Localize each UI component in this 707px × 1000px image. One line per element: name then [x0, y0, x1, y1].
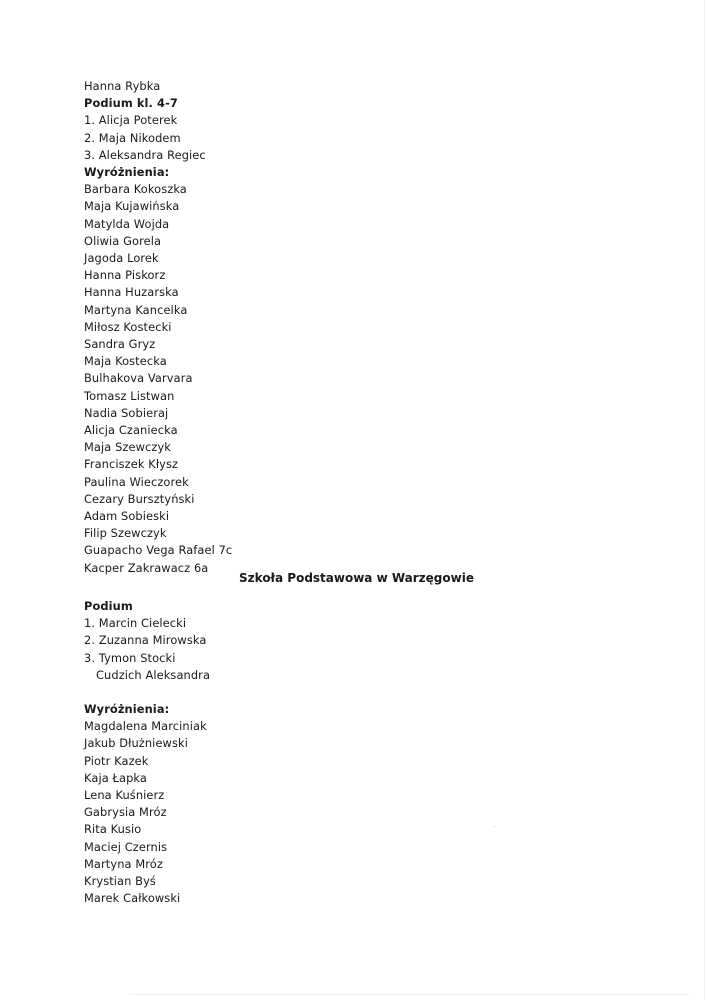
school-distinction-item: Piotr Kazek [84, 753, 149, 768]
podium-place-1: 1. Alicja Poterek [84, 113, 178, 128]
school-podium-section [84, 598, 644, 684]
distinction-item: Martyna Kancelka [84, 302, 188, 317]
school-distinctions-heading: Wyróżnienia: [84, 702, 170, 716]
school-distinction-item: Kaja Łapka [84, 770, 148, 785]
school-distinction-item: Magdalena Marciniak [84, 719, 207, 734]
distinction-item: Filip Szewczyk [84, 526, 167, 541]
school-distinctions-section [84, 701, 644, 907]
podium-heading: Podium kl. 4-7 [84, 96, 178, 111]
distinction-item: Jagoda Lorek [84, 251, 159, 266]
distinction-item: Maja Kostecka [84, 354, 167, 369]
section-grades-4-7 [84, 78, 644, 577]
school-distinction-item: Lena Kuśnierz [84, 788, 165, 803]
school-heading: Szkoła Podstawowa w Warzęgowie [239, 571, 474, 585]
distinction-item: Barbara Kokoszka [84, 182, 187, 197]
distinction-item: Miłosz Kostecki [84, 319, 172, 334]
distinction-item: Franciszek Kłysz [84, 457, 179, 472]
distinction-item: Maja Szewczyk [84, 440, 171, 455]
distinction-item: Alicja Czaniecka [84, 423, 178, 438]
school-podium-place-1: 1. Marcin Cielecki [84, 616, 187, 631]
scan-right-edge [704, 0, 705, 1000]
school-distinction-item: Rita Kusio [84, 822, 142, 837]
distinction-item: Kacper Zakrawacz 6a [84, 560, 209, 575]
distinction-item: Hanna Piskorz [84, 268, 166, 283]
distinction-item: Cezary Bursztyński [84, 491, 195, 506]
distinction-item: Tomasz Listwan [84, 388, 175, 403]
distinction-item: Adam Sobieski [84, 509, 170, 524]
distinction-item: Hanna Huzarska [84, 285, 179, 300]
podium-place-3: 3. Aleksandra Regiec [84, 147, 206, 162]
top-name: Hanna Rybka [84, 79, 161, 93]
school-distinction-item: Gabrysia Mróz [84, 805, 167, 820]
distinction-item: Sandra Gryz [84, 337, 156, 352]
school-podium-extra: Cudzich Aleksandra [96, 667, 211, 682]
podium-place-2: 2. Maja Nikodem [84, 130, 181, 145]
school-podium-place-3: 3. Tymon Stocki [84, 650, 176, 665]
distinctions-heading: Wyróżnienia: [84, 165, 170, 180]
school-distinction-item: Maciej Czernis [84, 839, 168, 854]
school-distinction-item: Martyna Mróz [84, 856, 163, 871]
school-podium-place-2: 2. Zuzanna Mirowska [84, 633, 207, 648]
school-podium-heading: Podium [84, 599, 133, 613]
scan-bottom-edge [130, 994, 690, 995]
school-distinction-item: Marek Całkowski [84, 891, 181, 906]
school-distinction-item: Krystian Byś [84, 874, 156, 889]
distinction-item: Nadia Sobieraj [84, 405, 169, 420]
distinction-item: Matylda Wojda [84, 216, 170, 231]
distinction-item: Paulina Wieczorek [84, 474, 189, 489]
distinction-item: Bulhakova Varvara [84, 371, 193, 386]
distinction-item: Maja Kujawińska [84, 199, 180, 214]
school-distinction-item: Jakub Dłużniewski [84, 736, 188, 751]
distinction-item: Oliwia Gorela [84, 233, 162, 248]
scan-speck [494, 826, 495, 827]
distinction-item: Guapacho Vega Rafael 7c [84, 543, 233, 558]
